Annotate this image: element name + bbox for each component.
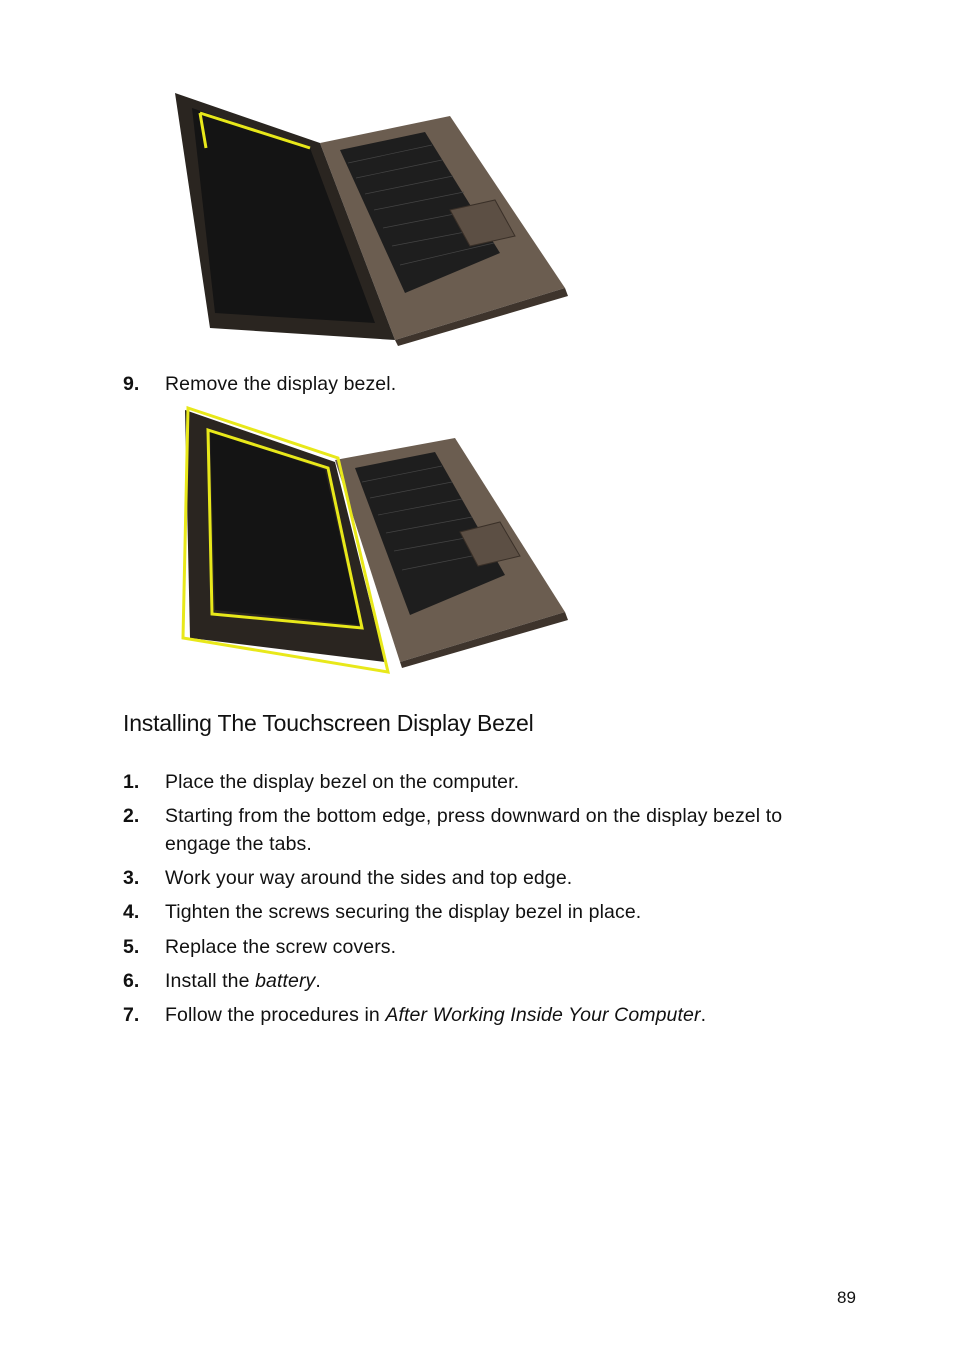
step-number: 2. — [123, 805, 140, 827]
step-text: Place the display bezel on the computer. — [165, 771, 520, 793]
step-number: 7. — [123, 1004, 140, 1026]
step-text-line-1: Starting from the bottom edge, press downward on the display bezel to — [165, 805, 783, 827]
step-text: Replace the screw covers. — [165, 936, 397, 958]
step-text-prefix: Follow the procedures in — [165, 1004, 386, 1026]
step-text-line-2: engage the tabs. — [165, 833, 312, 855]
step-number: 3. — [123, 867, 140, 889]
page-number: 89 — [837, 1288, 856, 1307]
laptop-figure-1 — [170, 88, 570, 348]
step-text — [165, 967, 845, 995]
step-text: Tighten the screws securing the display bezel in place. — [165, 901, 642, 923]
section-title: Installing The Touchscreen Display Bezel — [123, 710, 534, 736]
step-number: 4. — [123, 901, 140, 923]
step-text — [165, 802, 845, 858]
step-number: 1. — [123, 771, 140, 793]
step-text — [165, 1001, 845, 1029]
step-text-suffix: . — [315, 970, 321, 992]
after-working-inside-link[interactable]: After Working Inside Your Computer — [385, 1004, 701, 1026]
battery-link[interactable]: battery — [255, 970, 316, 992]
step-number: 6. — [123, 970, 140, 992]
step-text: Work your way around the sides and top edge. — [165, 867, 573, 889]
step-text-suffix: . — [700, 1004, 707, 1026]
step-number: 5. — [123, 936, 140, 958]
step-text-prefix: Install the — [165, 970, 256, 992]
step-number: 9. — [123, 373, 140, 395]
step-text: Remove the display bezel. — [165, 373, 397, 395]
laptop-figure-2 — [170, 400, 570, 685]
